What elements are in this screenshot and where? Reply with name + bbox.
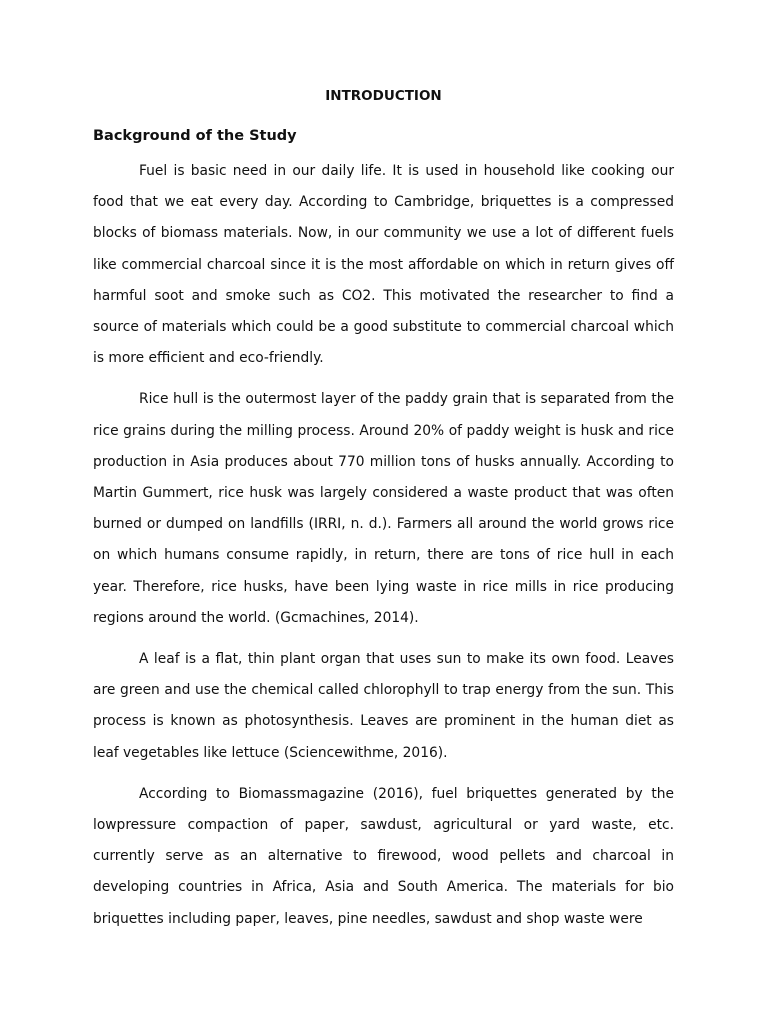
paragraph-rice-hull: Rice hull is the outermost layer of the paddy grain that is separated from the rice grains during the milling process. Around 20% of paddy weight is husk and rice production in Asia produces about 770 million tons of husks annually. According to Martin Gummert, rice husk was largely considered a waste product that was often burned or dumped on landfills (IRRI, n. d.). Farmers all around the world grows rice on which humans consume rapidly, in return, there are tons of rice hull in each year. Therefore, rice husks, have been lying waste in rice mills in rice producing regions around the world. (Gcmachines, 2014). [93,391,674,626]
document-page [93,86,674,945]
paragraph-briquettes: According to Biomassmagazine (2016), fuel briquettes generated by the lowpressure compaction of paper, sawdust, agricultural or yard waste, etc. currently serve as an alternative to firewood, wood pellets and charcoal in developing countries in Africa, Asia and South America. The materials for bio briquettes including paper, leaves, pine needles, sawdust and shop waste were [93,785,674,927]
paragraph-leaf: A leaf is a flat, thin plant organ that uses sun to make its own food. Leaves are green and use the chemical called chlorophyll to trap energy from the sun. This process is known as photosynthesis. Leaves are prominent in the human diet as leaf vegetables like lettuce (Sciencewithme, 2016). [93,651,674,761]
document-title: INTRODUCTION [325,88,442,104]
section-heading: Background of the Study [93,128,297,144]
paragraph-fuel: Fuel is basic need in our daily life. It is used in household like cooking our food that we eat every day. According to Cambridge, briquettes is a compressed blocks of biomass materials. Now, in our community we use a lot of different fuels like commercial charcoal since it is the most affordable on which in return gives off harmful soot and smoke such as CO2. This motivated the researcher to find a source of materials which could be a good substitute to commercial charcoal which is more efficient and eco-friendly. [93,163,674,367]
